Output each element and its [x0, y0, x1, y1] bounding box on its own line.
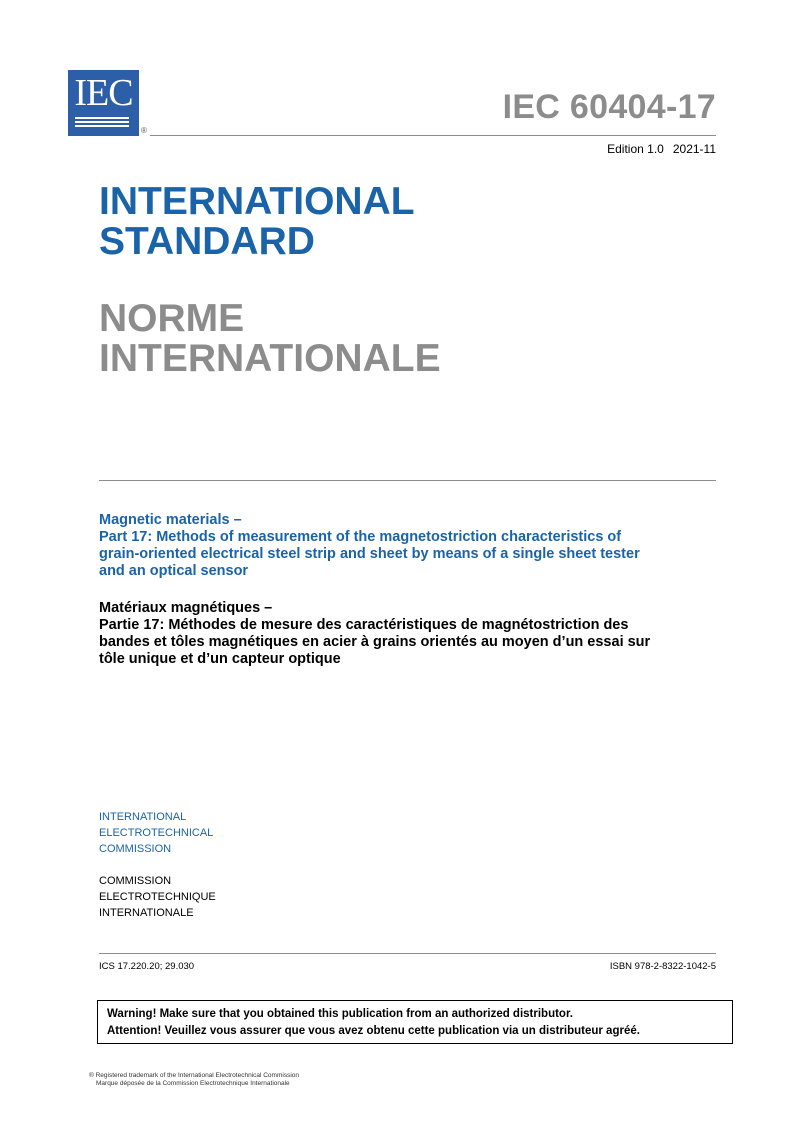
ics-code: ICS 17.220.20; 29.030: [99, 961, 195, 972]
subject-fr-line: bandes et tôles magnétiques en acier à grains orientés au moyen d’un essai sur: [99, 634, 651, 650]
edition-date: 2021-11: [672, 142, 716, 156]
standard-number: IEC 60404-17: [502, 88, 716, 126]
title-en-line: STANDARD: [99, 220, 315, 263]
organization-en-line: ELECTROTECHNICAL: [99, 827, 214, 839]
middle-divider: [99, 480, 716, 481]
edition-label: Edition 1.0: [607, 142, 664, 156]
organization-fr-line: INTERNATIONALE: [99, 907, 194, 919]
organization-en-line: INTERNATIONAL: [99, 811, 187, 823]
title-english: [99, 182, 415, 262]
subject-en-line: Part 17: Methods of measurement of the magnetostriction characteristics of: [99, 529, 622, 545]
subject-en-line: grain-oriented electrical steel strip and sheet by means of a single sheet tester: [99, 546, 640, 562]
organization-fr-line: COMMISSION: [99, 875, 172, 887]
logo-text: IEC: [74, 72, 133, 114]
footnote-fr: Marque déposée de la Commission Electrotechnique Internationale: [96, 1080, 290, 1087]
subject-fr-line: tôle unique et d’un capteur optique: [99, 651, 341, 667]
subject-french: [99, 600, 719, 668]
organization-french: [99, 873, 216, 921]
iec-logo: [68, 70, 139, 136]
organization-fr-line: ELECTROTECHNIQUE: [99, 891, 216, 903]
subject-fr-line: Partie 17: Méthodes de mesure des caractéristiques de magnétostriction des: [99, 617, 629, 633]
isbn: ISBN 978-2-8322-1042-5: [609, 961, 716, 972]
title-en-line: INTERNATIONAL: [99, 180, 415, 223]
bottom-divider: [99, 953, 716, 954]
warning-fr: Attention! Veuillez vous assurer que vous avez obtenu cette publication via un distributeur agréé.: [107, 1025, 640, 1037]
organization-en-line: COMMISSION: [99, 843, 172, 855]
top-divider: [150, 135, 716, 136]
footnote-en: ® Registered trademark of the International Electrotechnical Commission: [89, 1072, 299, 1079]
subject-en-line: and an optical sensor: [99, 563, 249, 579]
trademark-footnote: [89, 1072, 299, 1088]
edition-info: [607, 142, 716, 156]
subject-english: [99, 512, 719, 580]
logo-lines-icon: [75, 117, 129, 129]
warning-box: [97, 1000, 733, 1044]
subject-en-line: Magnetic materials –: [99, 512, 242, 528]
subject-fr-line: Matériaux magnétiques –: [99, 600, 273, 616]
title-fr-line: NORME: [99, 297, 245, 340]
organization-english: [99, 809, 213, 857]
title-fr-line: INTERNATIONALE: [99, 337, 441, 380]
title-french: [99, 299, 441, 379]
warning-en: Warning! Make sure that you obtained this publication from an authorized distributor.: [107, 1008, 573, 1020]
registered-mark: ®: [141, 126, 147, 135]
